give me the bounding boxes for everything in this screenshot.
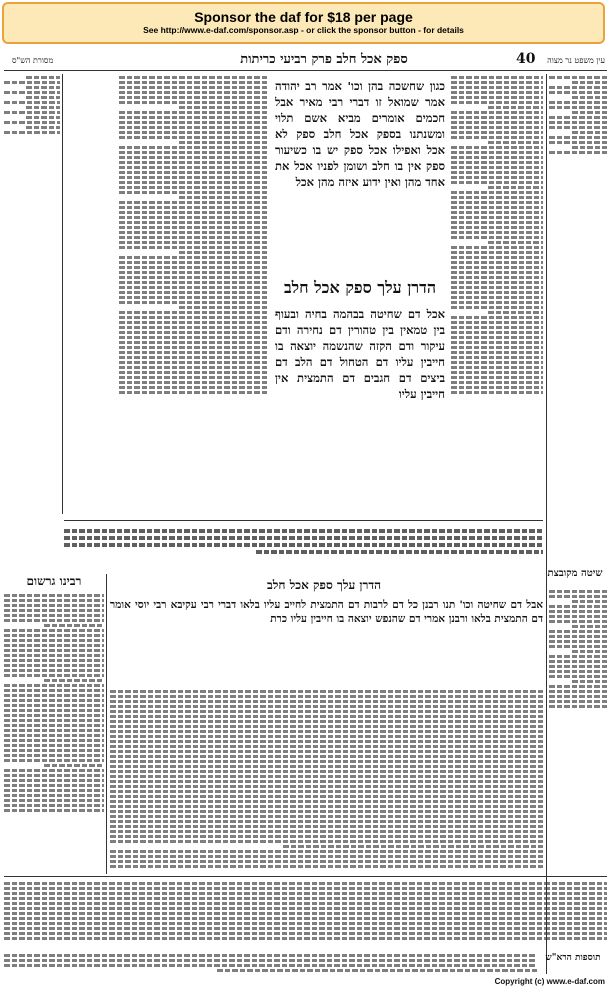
mishna-text-body: אכל דם שחיטה בבהמה בחיה ובעוף בין טמאין בין טהורין דם נחירה ודם עיקור ודם הקזה שהנשמה יוצאה בו חייבין עליו דם הטחול דם הלב דם ביצים דם חגבים דם התמצית אין חייבין עליו (275, 307, 445, 401)
rabbeinu-gershom-column (4, 592, 104, 872)
ein-mishpat-column (549, 74, 607, 614)
header-left-note: מסורת הש"ס (12, 56, 54, 65)
rashi-column (451, 74, 543, 514)
bottom-right-label: תוספות הרא"ש (545, 953, 601, 963)
sponsor-banner[interactable] (2, 2, 605, 44)
talmud-page (4, 48, 607, 984)
masoret-hashas-column (4, 74, 60, 514)
lower-commentary (110, 688, 543, 872)
gemara-text-body: כגון שחשכה בהן וכו' אמר רב יהודה אמר שמואל זו דברי רבי מאיר אבל חכמים אומרים מביא אשם תלוי ומשנתנו בספק אכל חלב ספק לא אכל ואפילו אכל ספק יש בו כשיעור ספק אין בו חלב ושומן לפניו אכל את אחד מהן ואין ידוע איזה מהן אכל (275, 79, 445, 189)
lower-main-text-body: אבל דם שחיטה וכו' תנו רבנן כל דם לרבות דם התמצית לחייב עליו בלאו דברי רבי עקיבא רבי יוסי אומר דם התמצית בלאו ורבנן אמרי דם שהנפש יוצאה בו חייבין עליו כרת (110, 599, 543, 625)
mid-band-text (64, 526, 543, 570)
lower-main-text (110, 598, 543, 688)
side-label-left: רבינו גרשום (26, 574, 82, 588)
mishna-text (275, 306, 445, 516)
gemara-text (275, 78, 445, 268)
side-label-right: שיטה מקובצת (547, 568, 603, 579)
page-number: 40 (516, 51, 536, 67)
bottom-commentary-2 (4, 952, 537, 980)
header-title: ספק אכל חלב פרק רביעי כריתות (240, 52, 408, 67)
bottom-commentary (4, 880, 607, 950)
sponsor-title[interactable]: Sponsor the daf for $18 per page (194, 9, 413, 25)
header-right-note: עין משפט נר מצוה (547, 56, 605, 65)
tosafot-column (119, 74, 269, 514)
hadran-heading: הדרן עלך ספק אכל חלב (283, 278, 437, 297)
shita-mekubetzet-column (549, 588, 607, 928)
copyright-footer[interactable]: Copyright (c) www.e-daf.com (494, 977, 605, 986)
sponsor-subtitle[interactable]: See http://www.e-daf.com/sponsor.asp - or click the sponsor button - for details (143, 25, 464, 35)
hadran-heading-2: הדרן עלך ספק אכל חלב (266, 578, 382, 592)
page-header (4, 48, 607, 71)
